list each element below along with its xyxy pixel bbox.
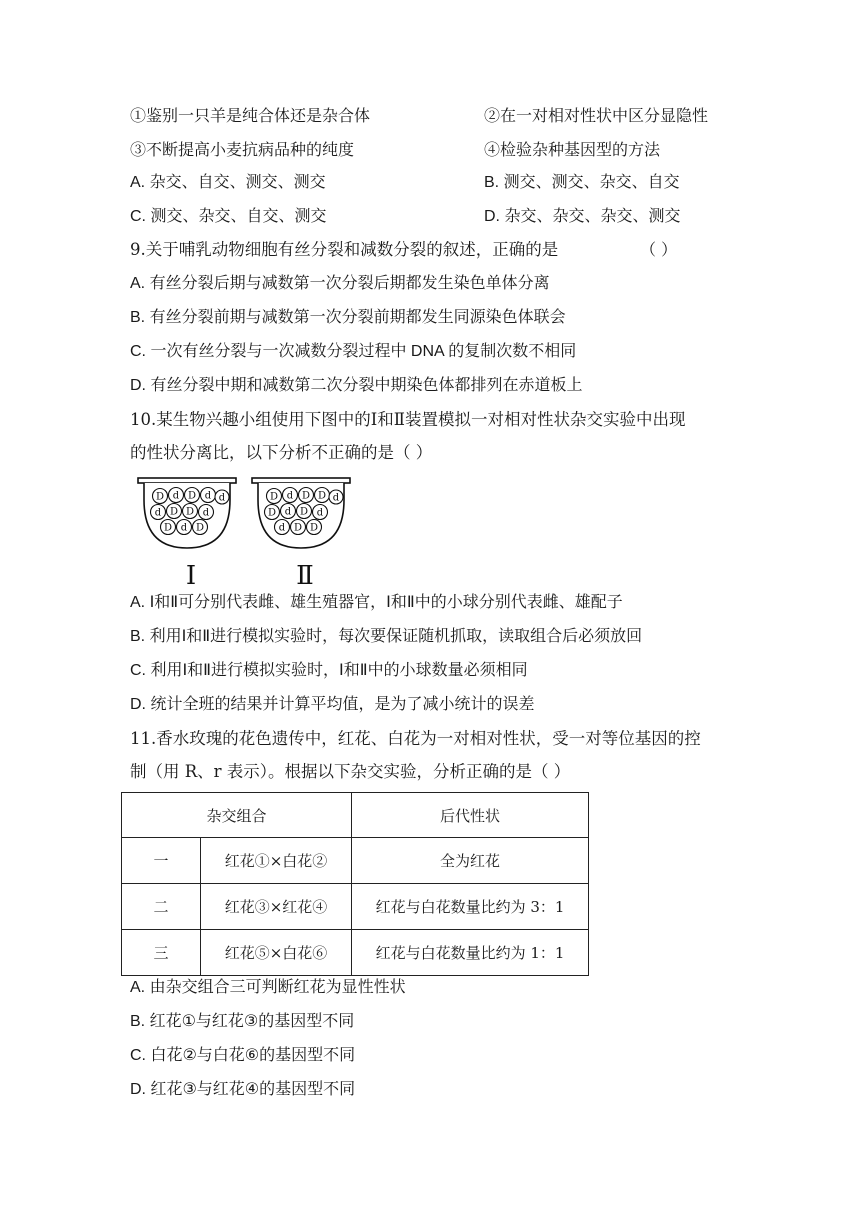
ball-label: D <box>269 491 279 503</box>
table-row <box>122 930 589 976</box>
q8-item-4: ④检验杂种基因型的方法 <box>484 140 661 159</box>
q10-stem-line1: 10.某生物兴趣小组使用下图中的Ⅰ和Ⅱ装置模拟一对相对性状杂交实验中出现 <box>130 410 686 429</box>
ball-label: D <box>293 522 303 534</box>
q8-option-b: B. 测交、测交、杂交、自交 <box>484 174 680 191</box>
ball-label: D <box>169 506 179 518</box>
ball-label: d <box>284 506 292 518</box>
q10-option-a: A. Ⅰ和Ⅱ可分别代表雌、雄生殖器官，Ⅰ和Ⅱ中的小球分别代表雌、雄配子 <box>130 594 623 611</box>
ball-label: D <box>309 522 319 534</box>
ball-label: D <box>299 506 309 518</box>
q8-option-d: D. 杂交、杂交、杂交、测交 <box>484 208 681 225</box>
ball-label: D <box>163 522 173 534</box>
header-result: 后代性状 <box>352 793 589 838</box>
q8-item-3: ③不断提高小麦抗病品种的纯度 <box>130 140 355 159</box>
row-id: 一 <box>122 838 201 884</box>
ball-label: d <box>204 490 212 502</box>
ball-label: d <box>202 507 210 519</box>
q8-item-2: ②在一对相对性状中区分显隐性 <box>484 106 709 125</box>
row-id: 三 <box>122 930 201 976</box>
ball-label: d <box>180 522 188 534</box>
ball-label: d <box>154 507 162 519</box>
ball-label: D <box>267 507 277 519</box>
q10-option-c: C. 利用Ⅰ和Ⅱ进行模拟实验时，Ⅰ和Ⅱ中的小球数量必须相同 <box>130 662 528 679</box>
ball-label: d <box>316 507 324 519</box>
table-header-row <box>122 793 589 838</box>
row-result: 全为红花 <box>352 838 589 884</box>
ball-label: d <box>172 490 180 502</box>
table-row <box>122 884 589 930</box>
ball-label: D <box>317 490 327 502</box>
q8-option-a: A. 杂交、自交、测交、测交 <box>130 174 326 191</box>
q10-option-d: D. 统计全班的结果并计算平均值，是为了减小统计的误差 <box>130 696 535 713</box>
ball-label: d <box>286 490 294 502</box>
q11-option-c: C. 白花②与白花⑥的基因型不同 <box>130 1047 356 1064</box>
header-combo: 杂交组合 <box>122 793 352 838</box>
row-cross: 红花①×白花② <box>201 838 352 884</box>
ball-label: d <box>278 522 286 534</box>
row-id: 二 <box>122 884 201 930</box>
q10-option-b: B. 利用Ⅰ和Ⅱ进行模拟实验时，每次要保证随机抓取，读取组合后必须放回 <box>130 628 643 645</box>
q9-answer-blank: （ ） <box>640 240 678 259</box>
ball-label: d <box>218 492 226 504</box>
container-1 <box>138 478 236 591</box>
q8-item-1: ①鉴别一只羊是纯合体还是杂合体 <box>130 106 371 125</box>
q10-figure <box>134 476 364 596</box>
q11-option-b: B. 红花①与红花③的基因型不同 <box>130 1013 355 1030</box>
q10-stem-line2: 的性状分离比，以下分析不正确的是（ ） <box>130 443 433 462</box>
cross-table <box>121 792 589 976</box>
q11-stem-line1: 11.香水玫瑰的花色遗传中，红花、白花为一对相对性状，受一对等位基因的控 <box>130 729 701 748</box>
container-1-label: Ⅰ <box>185 561 197 591</box>
ball-label: d <box>332 492 340 504</box>
row-result: 红花与白花数量比约为 3：1 <box>352 884 589 930</box>
row-cross: 红花⑤×白花⑥ <box>201 930 352 976</box>
q9-option-a: A. 有丝分裂后期与减数第一次分裂后期都发生染色单体分离 <box>130 275 550 292</box>
table-row <box>122 838 589 884</box>
q9-option-c: C. 一次有丝分裂与一次减数分裂过程中 DNA 的复制次数不相同 <box>130 343 577 360</box>
q11-stem-line2: 制（用 R、r 表示）。根据以下杂交实验，分析正确的是（ ） <box>130 762 571 781</box>
q9-stem: 9.关于哺乳动物细胞有丝分裂和减数分裂的叙述，正确的是 <box>130 240 559 259</box>
ball-label: D <box>155 491 165 503</box>
ball-label: D <box>301 490 311 502</box>
row-cross: 红花③×红花④ <box>201 884 352 930</box>
container-2-label: Ⅱ <box>296 561 314 591</box>
q11-option-a: A. 由杂交组合三可判断红花为显性性状 <box>130 979 406 996</box>
q9-option-d: D. 有丝分裂中期和减数第二次分裂中期染色体都排列在赤道板上 <box>130 377 583 394</box>
row-result: 红花与白花数量比约为 1：1 <box>352 930 589 976</box>
container-2 <box>252 478 350 591</box>
ball-label: D <box>185 506 195 518</box>
q11-option-d: D. 红花③与红花④的基因型不同 <box>130 1081 356 1098</box>
q9-option-b: B. 有丝分裂前期与减数第一次分裂前期都发生同源染色体联会 <box>130 309 566 326</box>
ball-label: D <box>195 522 205 534</box>
q8-option-c: C. 测交、杂交、自交、测交 <box>130 208 327 225</box>
ball-label: D <box>187 490 197 502</box>
